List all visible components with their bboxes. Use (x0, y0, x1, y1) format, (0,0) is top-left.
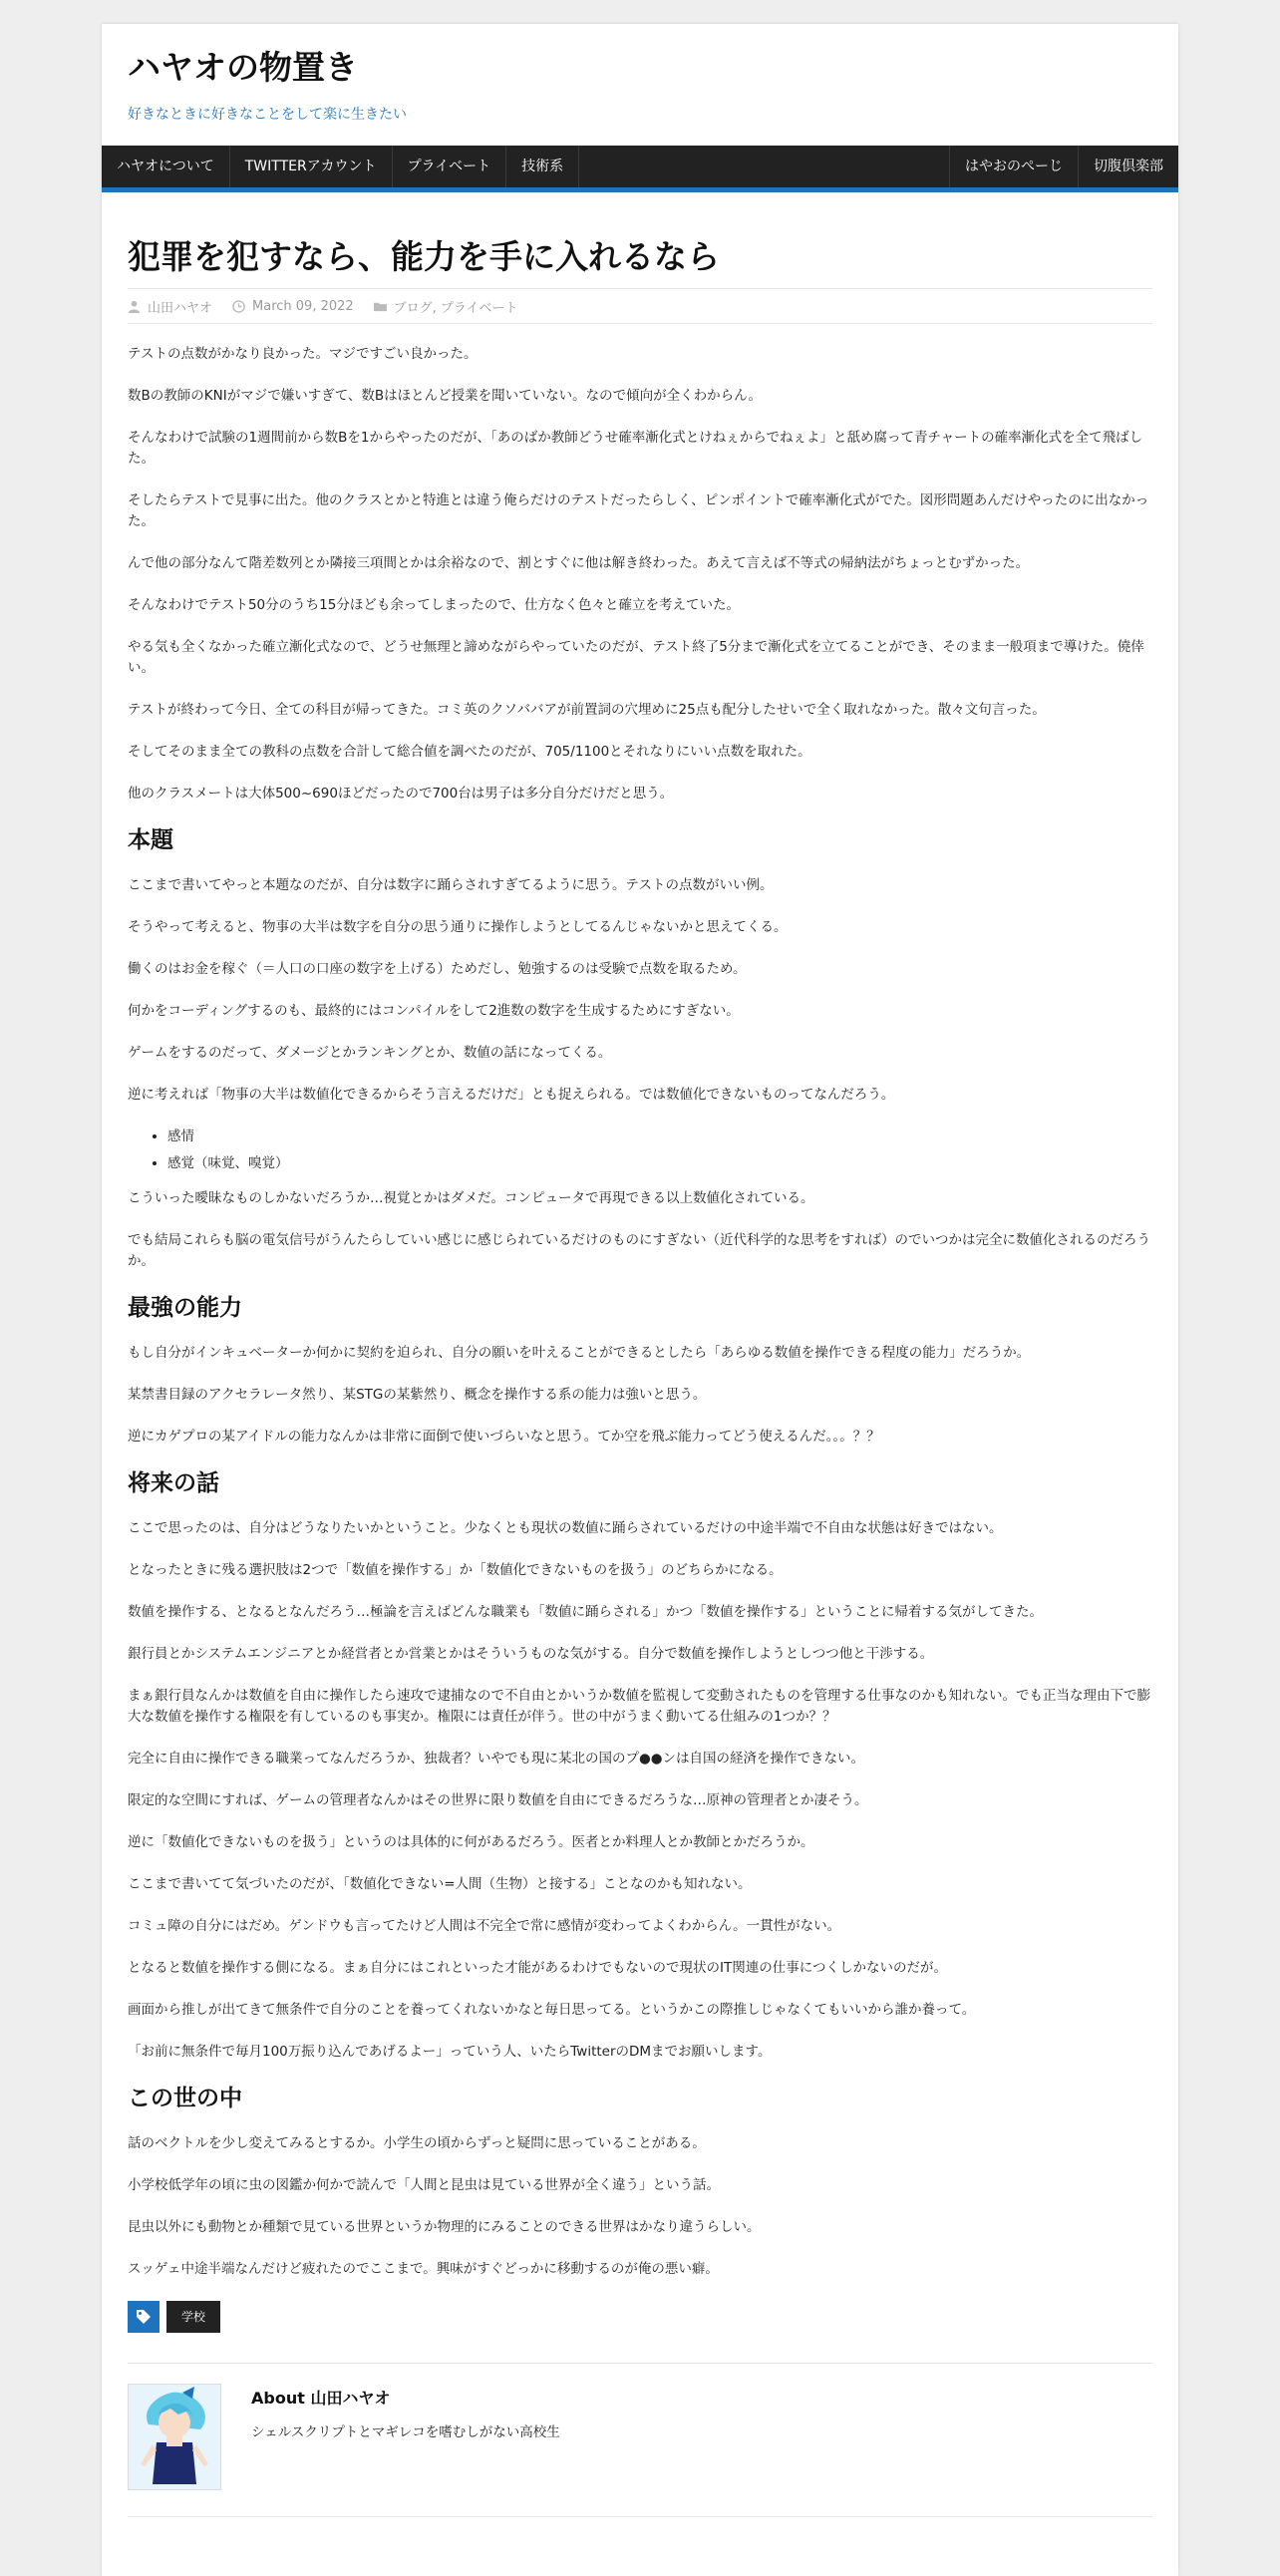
clock-icon (232, 300, 245, 313)
paragraph: スッゲェ中途半端なんだけど疲れたのでここまで。興味がすぐどっかに移動するのが俺の悪い癖。 (128, 2261, 719, 2277)
paragraph: コミュ障の自分にはだめ。ゲンドウも言ってたけど人間は不完全で常に感情が変わってよくわからん。一貫性がない。 (128, 1918, 841, 1934)
paragraph: ここで思ったのは、自分はどうなりたいかということ。少なくとも現状の数値に踊らされているだけの中途半端で不自由な状態は好きではない。 (128, 1520, 1003, 1536)
paragraph: 逆に考えれば「物事の大半は数値化できるからそう言えるだけだ」とも捉えられる。では数値化できないものってなんだろう。 (128, 1087, 895, 1103)
paragraph: となると数値を操作する側になる。まぁ自分にはこれといった才能があるわけでもないので現状のIT関連の仕事につくしかないのだが。 (128, 1960, 947, 1976)
site-tagline: 好きなときに好きなことをして楽に生きたい (128, 107, 407, 123)
divider (128, 2516, 1152, 2517)
divider (128, 2363, 1152, 2364)
section-heading: 本題 (128, 827, 173, 853)
post-meta (128, 289, 1152, 323)
nav-item-twitter[interactable]: TWITTERアカウント (230, 146, 393, 187)
user-icon (128, 300, 141, 313)
post-content (128, 213, 1152, 2517)
category-links[interactable]: ブログ, プライベート (393, 300, 518, 316)
post-tags (128, 2301, 1152, 2333)
nav-item-about[interactable]: ハヤオについて (102, 146, 230, 187)
post-date: March 09, 2022 (252, 298, 354, 314)
paragraph: 昆虫以外にも動物とか種類で見ている世界というか物理的にみることのできる世界はかなり違うらしい。 (128, 2219, 761, 2235)
list-item: • 感情 (167, 1127, 1152, 1147)
paragraph: 完全に自由に操作できる職業ってなんだろうか、独裁者？いやでも現に某北の国のプ●●ンは自国の経済を操作できない。 (128, 1751, 865, 1767)
paragraph: まぁ銀行員なんかは数値を自由に操作したら速攻で逮捕なので不自由とかいうか数値を監視して変動されたものを管理する仕事なのかも知れない。でも正当な理由下で膨大な数値を操作する権限を有しているのも事実か。権限には責任が伴う。世の中がうまく動いてる仕組みの1つか？？ (128, 1688, 1150, 1725)
paragraph: でも結局これらも脳の電気信号がうんたらしていい感じに感じられているだけのものにすぎない（近代科学的な思考をすれば）のでいつかは完全に数値化されるのだろうか。 (128, 1232, 1150, 1269)
paragraph: 逆にカゲプロの某アイドルの能力なんかは非常に面倒で使いづらいなと思う。てか空を飛ぶ能力ってどう使えるんだ。。。？？ (128, 1429, 880, 1445)
paragraph: そんなわけでテスト50分のうち15分ほども余ってしまったので、仕方なく色々と確立を考えていた。 (128, 597, 741, 613)
nav-item-tech[interactable]: 技術系 (506, 146, 579, 187)
paragraph: んで他の部分なんて階差数列とか隣接三項間とかは余裕なので、割とすぐに他は解き終わった。あえて言えば不等式の帰納法がちょっとむずかった。 (128, 555, 1030, 571)
bullet-list (128, 1127, 1152, 1174)
nav-left (102, 146, 579, 187)
post-title: 犯罪を犯すなら、能力を手に入れるなら (128, 237, 720, 276)
avatar-illustration (129, 2385, 220, 2489)
page-container (102, 24, 1178, 2576)
paragraph: テストの点数がかなり良かった。マジですごい良かった。 (128, 346, 478, 362)
paragraph: 小学校低学年の頃に虫の図鑑か何かで読んで「人間と昆虫は見ている世界が全く違う」という話。 (128, 2177, 720, 2193)
paragraph: そしてそのまま全ての教科の点数を合計して総合値を調べたのだが、705/1100とそれなりにいい点数を取れた。 (128, 744, 811, 760)
paragraph: ここまで書いてやっと本題なのだが、自分は数字に踊らされすぎてるように思う。テストの点数がいい例。 (128, 877, 774, 893)
meta-categories[interactable] (374, 297, 518, 316)
paragraph: 某禁書目録のアクセラレータ然り、某STGの某紫然り、概念を操作する系の能力は強いと思う。 (128, 1387, 707, 1403)
author-box (128, 2384, 1152, 2490)
folder-icon (374, 300, 387, 313)
paragraph: やる気も全くなかった確立漸化式なので、どうせ無理と諦めながらやっていたのだが、テスト終了5分まで漸化式を立てることができ、そのまま一般項まで導けた。僥倖い。 (128, 639, 1144, 676)
tag-icon-box (128, 2301, 160, 2333)
section-heading: 将来の話 (128, 1470, 219, 1496)
paragraph: 限定的な空間にすれば、ゲームの管理者なんかはその世界に限り数値を自由にできるだろうな…原神の管理者とか凄そう。 (128, 1792, 868, 1808)
author-box-name: About 山田ハヤオ (251, 2389, 391, 2408)
paragraph: 画面から推しが出てきて無条件で自分のことを養ってくれないかなと毎日思ってる。というかこの際推しじゃなくてもいいから誰か養って。 (128, 2002, 976, 2018)
paragraph: ゲームをするのだって、ダメージとかランキングとか、数値の話になってくる。 (128, 1045, 612, 1061)
meta-date (232, 299, 354, 314)
paragraph: 数Bの教師のKNIがマジで嫌いすぎて、数Bはほとんど授業を聞いていない。なので傾向が全くわからん。 (128, 388, 762, 404)
paragraph: そしたらテストで見事に出た。他のクラスとかと特進とは違う俺らだけのテストだったらしく、ピンポイントで確率漸化式がでた。図形問題あんだけやったのに出なかった。 (128, 492, 1149, 529)
tag-icon (136, 2309, 152, 2325)
tag-link[interactable]: 学校 (166, 2301, 220, 2333)
site-title[interactable]: ハヤオの物置き (128, 48, 358, 87)
paragraph: となったときに残る選択肢は2つで「数値を操作する」か「数値化できないものを扱う」のどちらかになる。 (128, 1562, 783, 1578)
divider (128, 323, 1152, 324)
paragraph: 他のクラスメートは大体500~690ほどだったので700台は男子は多分自分だけだと思う。 (128, 786, 674, 802)
paragraph: そうやって考えると、物事の大半は数字を自分の思う通りに操作しようとしてるんじゃないかと思えてくる。 (128, 919, 788, 935)
nav-item-seppuku-club[interactable]: 切腹倶楽部 (1078, 146, 1178, 187)
nav-item-homepage[interactable]: はやおのぺーじ (949, 146, 1078, 187)
paragraph: もし自分がインキュベーターか何かに契約を迫られ、自分の願いを叶えることができるとしたら「あらゆる数値を操作できる程度の能力」だろうか。 (128, 1345, 1031, 1361)
nav-right (949, 146, 1178, 187)
author-info (251, 2384, 560, 2490)
paragraph: そんなわけで試験の1週間前から数Bを1からやったのだが、「あのばか教師どうせ確率漸化式とけねぇからでねぇよ」と舐め腐って青チャートの確率漸化式を全て飛ばした。 (128, 430, 1143, 467)
paragraph: 「お前に無条件で毎月100万振り込んであげるよー」っていう人、いたらTwitterのDMまでお願いします。 (128, 2044, 772, 2060)
article-body (128, 344, 1152, 2280)
list-item: • 感覚（味覚、嗅覚） (167, 1153, 1152, 1174)
paragraph: 銀行員とかシステムエンジニアとか経営者とか営業とかはそういうものな気がする。自分で数値を操作しようとしつつ他と干渉する。 (128, 1646, 934, 1662)
avatar (128, 2384, 221, 2490)
author-name-link[interactable]: 山田ハヤオ (148, 300, 213, 316)
site-header (102, 24, 1178, 124)
meta-author[interactable] (128, 297, 212, 316)
author-box-description: シェルスクリプトとマギレコを嗜むしがない高校生 (251, 2424, 560, 2440)
main-navigation (102, 146, 1178, 192)
paragraph: 働くのはお金を稼ぐ（＝人口の口座の数字を上げる）ためだし、勉強するのは受験で点数を取るため。 (128, 961, 747, 977)
paragraph: 何かをコーディングするのも、最終的にはコンパイルをして2進数の数字を生成するためにすぎない。 (128, 1003, 740, 1019)
paragraph: テストが終わって今日、全ての科目が帰ってきた。コミ英のクソババアが前置詞の穴埋めに25点も配分したせいで全く取れなかった。散々文句言った。 (128, 702, 1046, 718)
section-heading: この世の中 (128, 2086, 242, 2111)
paragraph: 数値を操作する、となるとなんだろう…極論を言えばどんな職業も「数値に踊らされる」かつ「数値を操作する」ということに帰着する気がしてきた。 (128, 1604, 1043, 1620)
paragraph: ここまで書いてて気づいたのだが、「数値化できない=人間（生物）と接する」ことなのかも知れない。 (128, 1876, 752, 1892)
paragraph: 話のベクトルを少し変えてみるとするか。小学生の頃からずっと疑問に思っていることがある。 (128, 2135, 706, 2151)
paragraph: こういった曖昧なものしかないだろうか…視覚とかはダメだ。コンピュータで再現できる以上数値化されている。 (128, 1190, 814, 1206)
section-heading: 最強の能力 (128, 1295, 242, 1321)
nav-item-private[interactable]: プライベート (393, 146, 507, 187)
paragraph: 逆に「数値化できないものを扱う」というのは具体的に何があるだろう。医者とか料理人とか教師とかだろうか。 (128, 1834, 814, 1850)
